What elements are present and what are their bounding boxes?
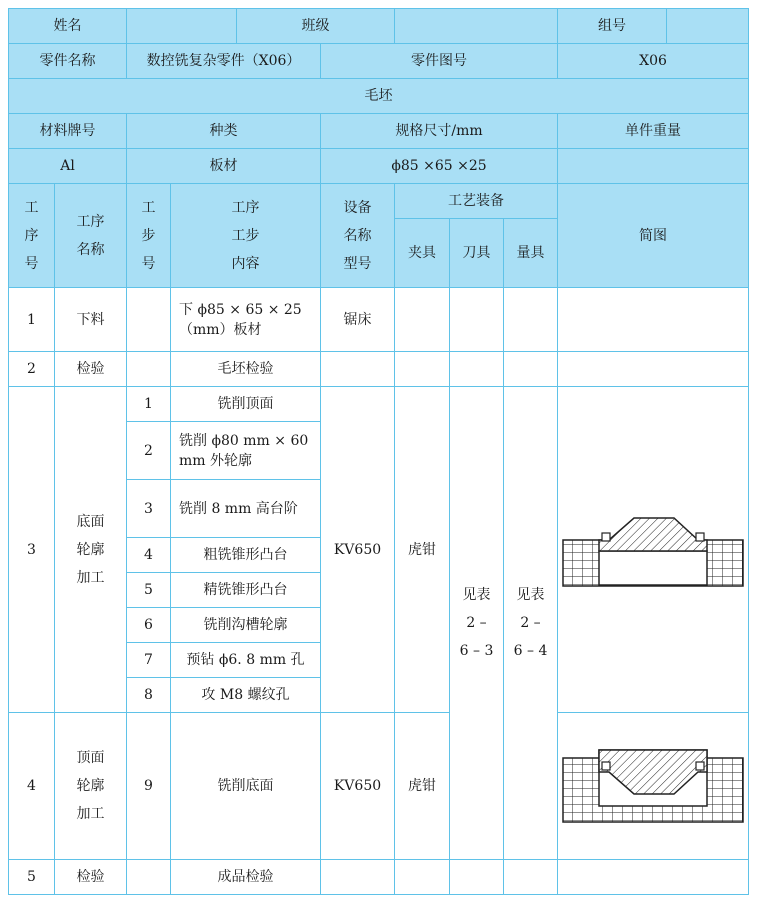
col-content: 工序 工步 内容 <box>171 184 321 288</box>
equipment-cell: 锯床 <box>321 288 395 352</box>
content-cell: 成品检验 <box>171 860 321 895</box>
table-row <box>9 713 749 860</box>
content-cell: 毛坯检验 <box>171 352 321 387</box>
header-row-1 <box>9 9 749 44</box>
col-equipment: 设备 名称 型号 <box>321 184 395 288</box>
proc-name: 检验 <box>55 352 127 387</box>
content-cell: 铣削 8 mm 高台阶 <box>171 480 321 538</box>
class-label: 班级 <box>237 9 395 44</box>
fixture-cell: 虎钳 <box>395 387 450 713</box>
proc-name: 底面 轮廓 加工 <box>55 387 127 713</box>
step-no: 8 <box>127 678 171 713</box>
table-row <box>9 288 749 352</box>
step-no: 7 <box>127 643 171 678</box>
table-row <box>9 860 749 895</box>
table-row <box>9 387 749 422</box>
group-label: 组号 <box>558 9 667 44</box>
proc-no: 1 <box>9 288 55 352</box>
sketch-cell-1 <box>558 387 749 713</box>
step-no: 4 <box>127 538 171 573</box>
step-no: 5 <box>127 573 171 608</box>
equipment-cell: KV650 <box>321 387 395 713</box>
content-cell: 铣削顶面 <box>171 387 321 422</box>
size-value: ϕ85 ×65 ×25 <box>321 149 558 184</box>
cutter-ref: 见表 2 – 6 – 3 <box>450 387 504 860</box>
header-row-3 <box>9 79 749 114</box>
proc-no: 2 <box>9 352 55 387</box>
blank-label: 毛坯 <box>9 79 749 114</box>
name-value <box>127 9 237 44</box>
header-row-4 <box>9 114 749 149</box>
content-cell: 精铣锥形凸台 <box>171 573 321 608</box>
gauge-ref: 见表 2 – 6 – 4 <box>504 387 558 860</box>
content-cell: 攻 M8 螺纹孔 <box>171 678 321 713</box>
content-cell: 粗铣锥形凸台 <box>171 538 321 573</box>
process-card-table <box>8 8 749 895</box>
header-row-2 <box>9 44 749 79</box>
col-tooling: 工艺装备 <box>395 184 558 219</box>
weight-value <box>558 149 749 184</box>
step-no: 1 <box>127 387 171 422</box>
step-no: 2 <box>127 422 171 480</box>
header-row-5 <box>9 149 749 184</box>
content-cell: 预钻 ϕ6. 8 mm 孔 <box>171 643 321 678</box>
table-row <box>9 352 749 387</box>
class-value <box>395 9 558 44</box>
drawing-no-label: 零件图号 <box>321 44 558 79</box>
material-label: 材料牌号 <box>9 114 127 149</box>
proc-name: 顶面 轮廓 加工 <box>55 713 127 860</box>
material-value: Al <box>9 149 127 184</box>
proc-name: 下料 <box>55 288 127 352</box>
proc-name: 检验 <box>55 860 127 895</box>
part-sketch-top <box>562 748 744 824</box>
content-cell: 铣削底面 <box>171 713 321 860</box>
group-value <box>667 9 749 44</box>
col-gauge: 量具 <box>504 219 558 288</box>
step-no: 6 <box>127 608 171 643</box>
col-proc-no: 工 序 号 <box>9 184 55 288</box>
step-no: 9 <box>127 713 171 860</box>
proc-no: 5 <box>9 860 55 895</box>
step-no <box>127 288 171 352</box>
step-no: 3 <box>127 480 171 538</box>
equipment-cell: KV650 <box>321 713 395 860</box>
type-value: 板材 <box>127 149 321 184</box>
part-sketch-bottom <box>562 512 744 588</box>
weight-label: 单件重量 <box>558 114 749 149</box>
col-proc-name: 工序 名称 <box>55 184 127 288</box>
content-cell: 铣削沟槽轮廓 <box>171 608 321 643</box>
proc-no: 3 <box>9 387 55 713</box>
column-header-row-1 <box>9 184 749 219</box>
col-cutter: 刀具 <box>450 219 504 288</box>
col-step-no: 工 步 号 <box>127 184 171 288</box>
part-name-label: 零件名称 <box>9 44 127 79</box>
size-label: 规格尺寸/mm <box>321 114 558 149</box>
col-sketch: 简图 <box>558 184 749 288</box>
name-label: 姓名 <box>9 9 127 44</box>
content-cell: 铣削 ϕ80 mm × 60 mm 外轮廓 <box>171 422 321 480</box>
fixture-cell: 虎钳 <box>395 713 450 860</box>
content-cell: 下 ϕ85 × 65 × 25（mm）板材 <box>171 288 321 352</box>
col-fixture: 夹具 <box>395 219 450 288</box>
sketch-cell-2 <box>558 713 749 860</box>
type-label: 种类 <box>127 114 321 149</box>
part-name-value: 数控铣复杂零件（X06） <box>127 44 321 79</box>
drawing-no-value: X06 <box>558 44 749 79</box>
proc-no: 4 <box>9 713 55 860</box>
